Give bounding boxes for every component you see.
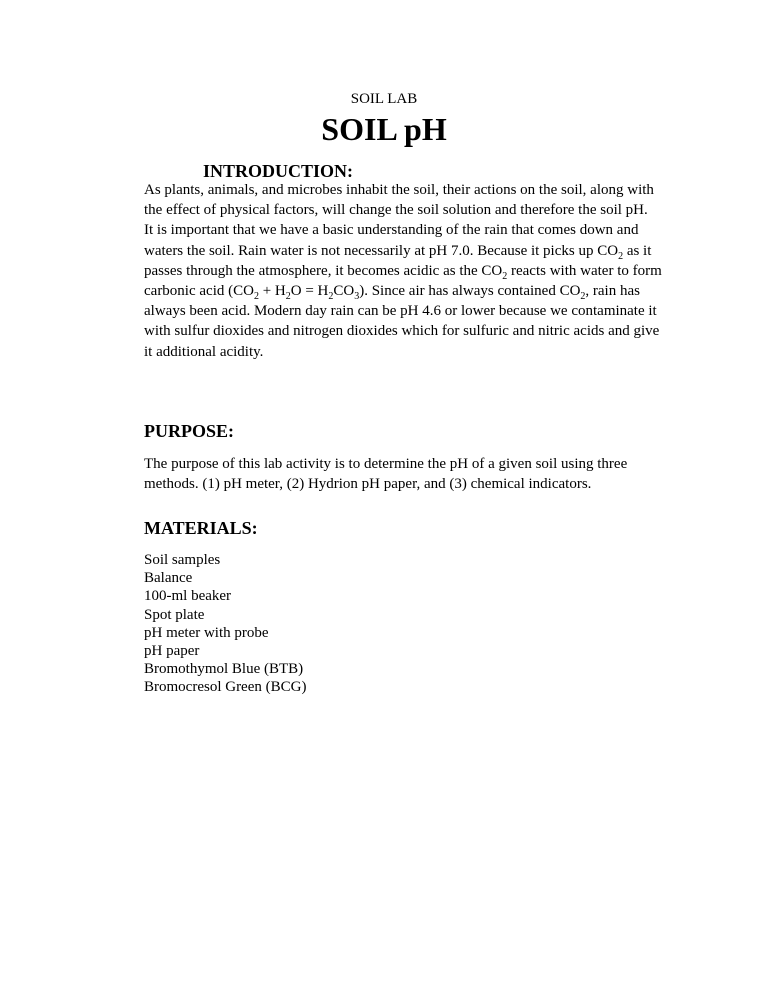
page-title: SOIL pH bbox=[321, 111, 447, 147]
introduction-paragraph-1: As plants, animals, and microbes inhabit the soil, their actions on the soil, along with the effect of physical factors, will change the soil solution and therefore the soil pH. bbox=[144, 182, 654, 219]
list-item: Balance bbox=[144, 570, 193, 587]
lab-subtitle: SOIL LAB bbox=[350, 91, 418, 107]
list-item: Bromocresol Green (BCG) bbox=[144, 679, 307, 696]
list-item: pH meter with probe bbox=[144, 624, 269, 641]
list-item: Spot plate bbox=[144, 606, 205, 623]
introduction-body bbox=[144, 180, 664, 362]
purpose-heading: PURPOSE: bbox=[144, 421, 234, 441]
list-item: Soil samples bbox=[144, 552, 221, 568]
introduction-paragraph-2: It is important that we have a basic understanding of the rain that comes down and waters the soil. Rain water is not necessarily at pH 7.0. Because it picks up $CO_2$ as it passes through the atmosphere, it becomes acidic as the $CO_2$ reacts with water to form carbonic acid $(CO_2 + H_2O = H_2CO_3)$. Since air has always contained $CO_2$, rain has always been acid. Modern day rain can be pH 4.6 or lower because we contaminate it with sulfur dioxides and nitrogen dioxides which for sulfuric and nitric acids and give it additional acidity. bbox=[144, 222, 662, 360]
list-item: 100-ml beaker bbox=[144, 588, 232, 605]
introduction-heading: INTRODUCTION: bbox=[203, 161, 354, 181]
purpose-body bbox=[144, 454, 664, 494]
purpose-text: The purpose of this lab activity is to determine the pH of a given soil using three methods. (1) pH meter, (2) Hydrion pH paper, and (3) chemical indicators. bbox=[144, 456, 628, 493]
materials-heading: MATERIALS: bbox=[144, 518, 258, 538]
list-item: Bromothymol Blue (BTB) bbox=[144, 661, 304, 678]
list-item: pH paper bbox=[144, 643, 200, 660]
materials-list bbox=[144, 551, 306, 697]
